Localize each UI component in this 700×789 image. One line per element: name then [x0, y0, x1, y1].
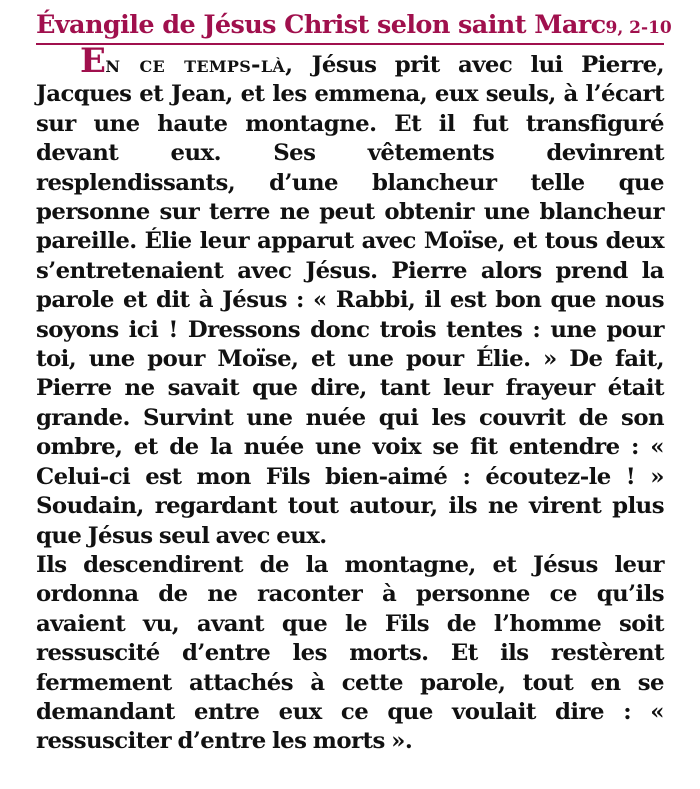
reading-paragraph-1 — [36, 41, 664, 551]
paragraph-2-text: Ils descendirent de la montagne, et Jésus leur ordonna de ne raconter à personne ce qu’ils avaient vu, avant que le Fils de l’homme soit ressuscité d’entre les morts. Et ils restèrent fermement attachés à cette parole, tout en se demandant entre eux ce que voulait dire : « ressusciter d’entre les morts ». — [36, 551, 664, 755]
drop-cap-letter: E — [80, 41, 106, 81]
reading-paragraph-2 — [36, 551, 664, 757]
paragraph-1-text: Jésus prit avec lui Pierre, Jacques et Jean, et les emmena, eux seuls, à l’écart sur une haute montagne. Et il fut transfiguré devant eux. Ses vêtements devinrent resplendissants, d’une blancheur telle que personne sur terre ne peut obtenir une blancheur pareille. Élie leur apparut avec Moïse, et tous deux s’entretenaient avec Jésus. Pierre alors prend la parole et dit à Jésus : « Rabbi, il est bon que nous soyons ici ! Dressons donc trois tentes : une pour toi, une pour Moïse, et une pour Élie. » De fait, Pierre ne savait que dire, tant leur frayeur était grande. Survint une nuée qui les couvrit de son ombre, et de la nuée une voix se fit entendre : « Celui-ci est mon Fils bien-aimé : écoutez-le ! » Soudain, regardant tout autour, ils ne virent plus que Jésus seul avec eux. — [36, 52, 664, 549]
reading-title: Évangile de Jésus Christ selon saint Marc — [36, 10, 606, 40]
verse-reference: 9, 2-10 — [605, 18, 672, 38]
reading-body — [36, 41, 664, 757]
opening-small-caps: n ce temps-là, — [105, 52, 294, 78]
reading-header — [36, 10, 672, 45]
